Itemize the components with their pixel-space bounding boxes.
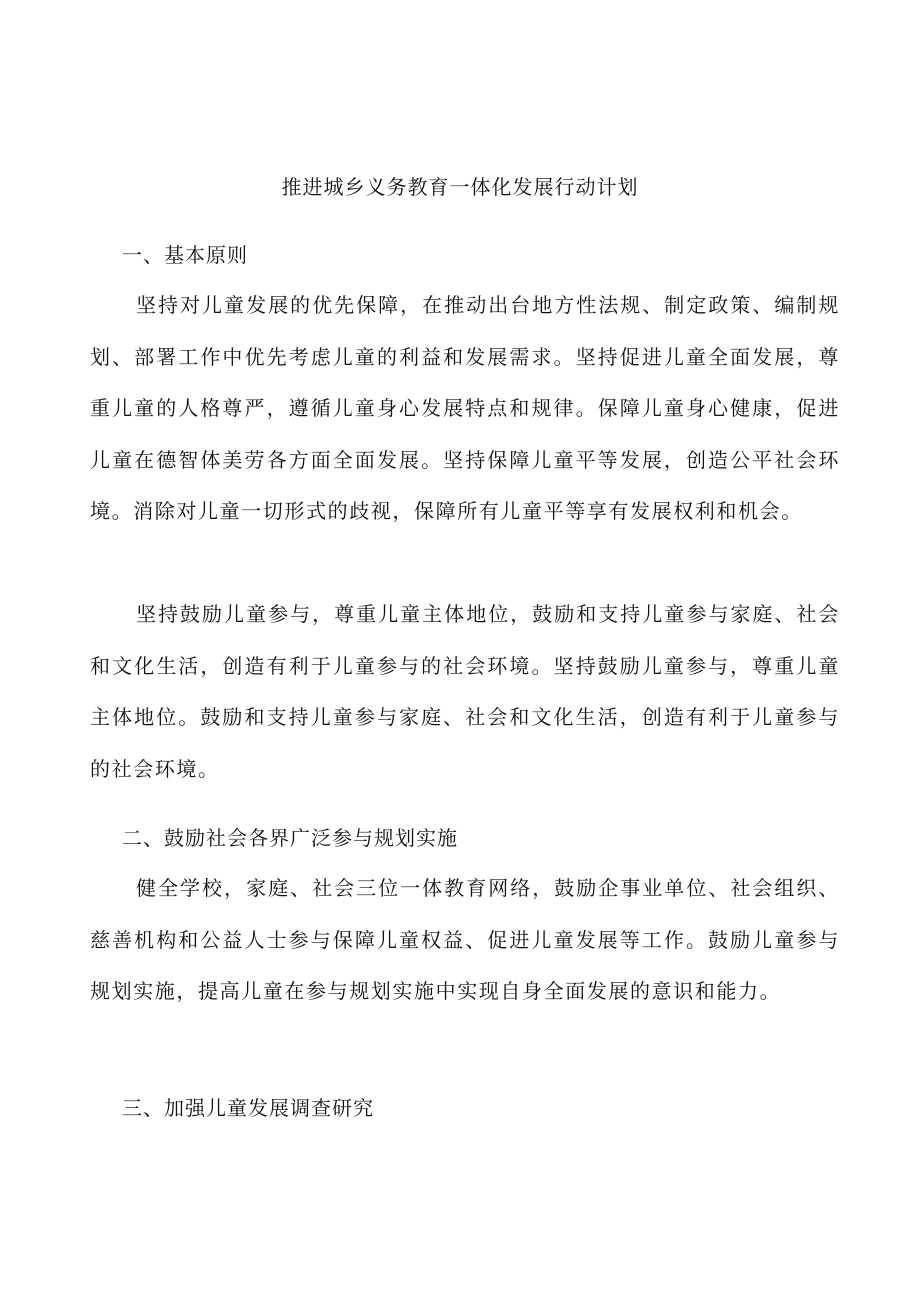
section-heading-basic-principles: 一、基本原则: [122, 243, 248, 267]
paragraph-education-network: 健全学校，家庭、社会三位一体教育网络，鼓励企事业单位、社会组织、慈善机构和公益人士参与保障儿童权益、促进儿童发展等工作。鼓励儿童参与规划实施，提高儿童在参与规划实施中实现自身全面发展的意识和能力。: [90, 876, 840, 1003]
paragraph-priority-guarantee: 坚持对儿童发展的优先保障，在推动出台地方性法规、制定政策、编制规划、部署工作中优先考虑儿童的利益和发展需求。坚持促进儿童全面发展，尊重儿童的人格尊严，遵循儿童身心发展特点和规律。保障儿童身心健康，促进儿童在德智体美劳各方面全面发展。坚持保障儿童平等发展，创造公平社会环境。消除对儿童一切形式的歧视，保障所有儿童平等享有发展权利和机会。: [90, 293, 840, 523]
document-title: 推进城乡义务教育一体化发展行动计划: [281, 175, 639, 199]
paragraph-child-participation: 坚持鼓励儿童参与，尊重儿童主体地位，鼓励和支持儿童参与家庭、社会和文化生活，创造有利于儿童参与的社会环境。坚持鼓励儿童参与，尊重儿童主体地位。鼓励和支持儿童参与家庭、社会和文化生活，创造有利于儿童参与的社会环境。: [90, 602, 840, 781]
section-heading-research: 三、加强儿童发展调查研究: [122, 1096, 374, 1120]
section-heading-social-participation: 二、鼓励社会各界广泛参与规划实施: [122, 826, 458, 850]
